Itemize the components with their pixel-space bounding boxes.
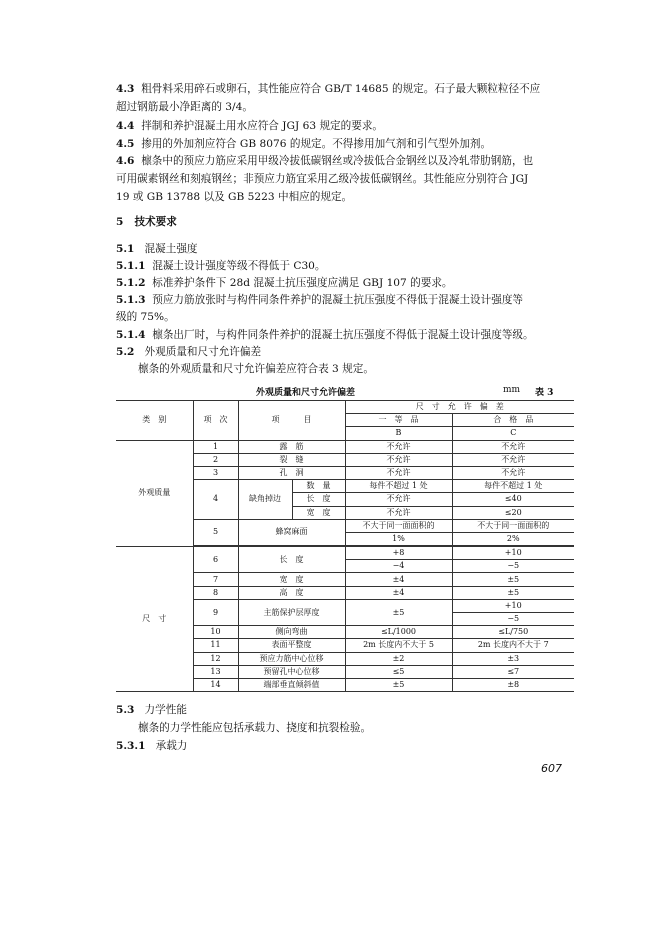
row-value-c: −5 — [452, 613, 574, 626]
section-number: 5 — [116, 216, 124, 228]
page-number: 607 — [541, 762, 562, 775]
row-value-b: 不允许 — [345, 506, 452, 519]
clause-number: 5.1.2 — [116, 277, 146, 289]
row-item: 裂 缝 — [238, 453, 345, 466]
row-number: 10 — [193, 626, 238, 639]
clause-4-6 — [116, 153, 574, 170]
row-value-b: 不允许 — [345, 493, 452, 506]
clause-number: 5.1.1 — [116, 260, 146, 272]
clause-number: 5.2 — [116, 346, 135, 358]
row-item: 孔 洞 — [238, 466, 345, 479]
clause-text: 檩条出厂时，与构件同条件养护的混凝土抗压强度不得低于混凝土设计强度等级。 — [152, 329, 534, 341]
row-number: 6 — [193, 547, 238, 573]
row-subitem: 宽 度 — [292, 506, 345, 519]
clause-5-1-4 — [116, 327, 574, 344]
section-heading — [116, 214, 574, 231]
clause-4-6-cont2 — [116, 189, 574, 206]
header-item: 项 目 — [238, 401, 345, 441]
row-value-b: ±5 — [345, 599, 452, 625]
row-number: 7 — [193, 573, 238, 586]
clause-text: 标准养护条件下 28d 混凝土抗压强度应满足 GBJ 107 的要求。 — [152, 277, 453, 289]
row-subitem: 长 度 — [292, 493, 345, 506]
row-value-b: ±4 — [345, 586, 452, 599]
row-value-c: +10 — [452, 599, 574, 612]
table-number: 表 3 — [535, 388, 554, 398]
row-number: 11 — [193, 639, 238, 652]
clause-text: 拌制和养护混凝土用水应符合 JGJ 63 规定的要求。 — [141, 120, 384, 132]
row-value-c: 每件不超过 1 处 — [452, 480, 574, 493]
row-item: 长 度 — [238, 547, 345, 573]
header-qualified-code: C — [452, 427, 574, 440]
row-item: 主筋保护层厚度 — [238, 599, 345, 625]
clause-5-1-1 — [116, 258, 574, 275]
row-number: 12 — [193, 652, 238, 665]
row-item: 表面平整度 — [238, 639, 345, 652]
row-item: 端部垂直倾斜值 — [238, 678, 345, 691]
row-value-b: ±4 — [345, 573, 452, 586]
header-first-grade: 一 等 品 — [345, 414, 452, 427]
clause-4-4 — [116, 118, 574, 135]
clause-text: 混凝土设计强度等级不得低于 C30。 — [152, 260, 326, 272]
row-value-b: 2m 长度内不大于 5 — [345, 639, 452, 652]
row-value-c: 不大于同一面面积的 — [452, 519, 574, 532]
table-row — [116, 440, 574, 453]
row-number: 9 — [193, 599, 238, 625]
table-header-row — [116, 401, 574, 414]
clause-text: 混凝土强度 — [144, 243, 198, 255]
header-first-code: B — [345, 427, 452, 440]
row-value-c: ±5 — [452, 573, 574, 586]
clause-5-3 — [116, 702, 574, 719]
header-item-no: 项 次 — [193, 401, 238, 441]
clause-5-1-2 — [116, 275, 574, 292]
clause-text: 粗骨料采用碎石或卵石，其性能应符合 GB/T 14685 的规定。石子最大颗粒粒径不应 — [141, 83, 541, 95]
clause-text: 力学性能 — [144, 704, 187, 716]
clause-text: 掺用的外加剂应符合 GB 8076 的规定。不得掺用加气剂和引气型外加剂。 — [141, 138, 492, 150]
clause-number: 4.6 — [116, 155, 135, 167]
clause-number: 5.1.4 — [116, 329, 146, 341]
row-item: 高 度 — [238, 586, 345, 599]
row-item: 预留孔中心位移 — [238, 665, 345, 678]
clause-text: 19 或 GB 13788 以及 GB 5223 中相应的规定。 — [116, 191, 353, 203]
clause-number: 4.4 — [116, 120, 135, 132]
row-value-b: 每件不超过 1 处 — [345, 480, 452, 493]
clause-5-3-1 — [116, 738, 574, 755]
clause-5-1-3 — [116, 292, 574, 309]
row-value-c: 不允许 — [452, 466, 574, 479]
clause-number: 5.1 — [116, 243, 135, 255]
table-caption — [116, 385, 574, 401]
row-value-c: +10 — [452, 547, 574, 560]
clause-text: 承载力 — [155, 740, 188, 752]
row-value-c: ≤40 — [452, 493, 574, 506]
table-title: 外观质量和尺寸允许偏差 — [256, 388, 356, 398]
row-number: 14 — [193, 678, 238, 691]
category-appearance: 外观质量 — [116, 440, 193, 547]
section-title: 技术要求 — [134, 216, 177, 228]
row-value-c: 不允许 — [452, 453, 574, 466]
row-value-b: ≤5 — [345, 665, 452, 678]
row-value-c: ±8 — [452, 678, 574, 691]
clause-4-3 — [116, 81, 574, 98]
row-value-c: 2m 长度内不大于 7 — [452, 639, 574, 652]
row-item: 蜂窝麻面 — [238, 519, 345, 545]
row-value-b: 不大于同一面面积的 — [345, 519, 452, 532]
tolerance-table — [116, 400, 574, 692]
header-tolerance: 尺 寸 允 许 偏 差 — [345, 401, 574, 414]
row-value-b: 不允许 — [345, 440, 452, 453]
row-value-c: ±5 — [452, 586, 574, 599]
row-subitem: 数 量 — [292, 480, 345, 493]
clause-number: 5.3.1 — [116, 740, 146, 752]
category-dimension: 尺 寸 — [116, 547, 193, 692]
row-value-c: −5 — [452, 560, 574, 573]
row-value-b: ±5 — [345, 678, 452, 691]
row-value-c: ±3 — [452, 652, 574, 665]
row-item: 宽 度 — [238, 573, 345, 586]
header-qualified: 合 格 品 — [452, 414, 574, 427]
clause-text: 预应力筋放张时与构件同条件养护的混凝土抗压强度不得低于混凝土设计强度等 — [152, 294, 524, 306]
row-number: 8 — [193, 586, 238, 599]
clause-text: 级的 75%。 — [116, 311, 175, 323]
row-value-b: 不允许 — [345, 453, 452, 466]
row-number: 5 — [193, 519, 238, 545]
clause-5-2 — [116, 344, 574, 361]
row-value-b: 1% — [345, 532, 452, 545]
clause-text: 可用碳素钢丝和刻痕钢丝；非预应力筋宜采用乙级冷拔低碳钢丝。其性能应分别符合 JGJ — [116, 173, 529, 185]
row-value-b: −4 — [345, 560, 452, 573]
clause-number: 4.3 — [116, 83, 135, 95]
table-unit: mm — [503, 385, 521, 395]
clause-number: 5.1.3 — [116, 294, 146, 306]
clause-text: 超过钢筋最小净距离的 3/4。 — [116, 101, 253, 113]
row-value-c: ≤20 — [452, 506, 574, 519]
row-value-c: 2% — [452, 532, 574, 545]
row-value-c: ≤7 — [452, 665, 574, 678]
clause-number: 5.3 — [116, 704, 135, 716]
row-number: 4 — [193, 480, 238, 520]
table-row — [116, 547, 574, 560]
row-number: 2 — [193, 453, 238, 466]
row-value-b: ±2 — [345, 652, 452, 665]
paragraph-5-2: 檩条的外观质量和尺寸允许偏差应符合表 3 规定。 — [138, 363, 374, 375]
row-value-b: ≤L/1000 — [345, 626, 452, 639]
row-value-b: +8 — [345, 547, 452, 560]
row-item: 预应力筋中心位移 — [238, 652, 345, 665]
clause-number: 4.5 — [116, 138, 135, 150]
row-number: 1 — [193, 440, 238, 453]
clause-4-5 — [116, 136, 574, 153]
clause-5-1 — [116, 241, 574, 258]
clause-text: 外观质量和尺寸允许偏差 — [144, 346, 262, 358]
row-item: 侧向弯曲 — [238, 626, 345, 639]
clause-5-1-3-cont — [116, 309, 574, 326]
header-category: 类 别 — [116, 401, 193, 441]
row-item: 露 筋 — [238, 440, 345, 453]
row-item-missing-corner: 缺角掉边 — [238, 480, 292, 520]
row-value-c: ≤L/750 — [452, 626, 574, 639]
clause-4-3-cont — [116, 99, 574, 116]
paragraph-5-3: 檩条的力学性能应包括承载力、挠度和抗裂检验。 — [138, 722, 372, 734]
row-value-c: 不允许 — [452, 440, 574, 453]
clause-text: 檩条中的预应力筋应采用甲级冷拔低碳钢丝或冷拔低合金钢丝以及冷轧带肋钢筋，也 — [141, 155, 534, 167]
row-number: 3 — [193, 466, 238, 479]
row-number: 13 — [193, 665, 238, 678]
clause-4-6-cont1 — [116, 171, 574, 188]
row-value-b: 不允许 — [345, 466, 452, 479]
